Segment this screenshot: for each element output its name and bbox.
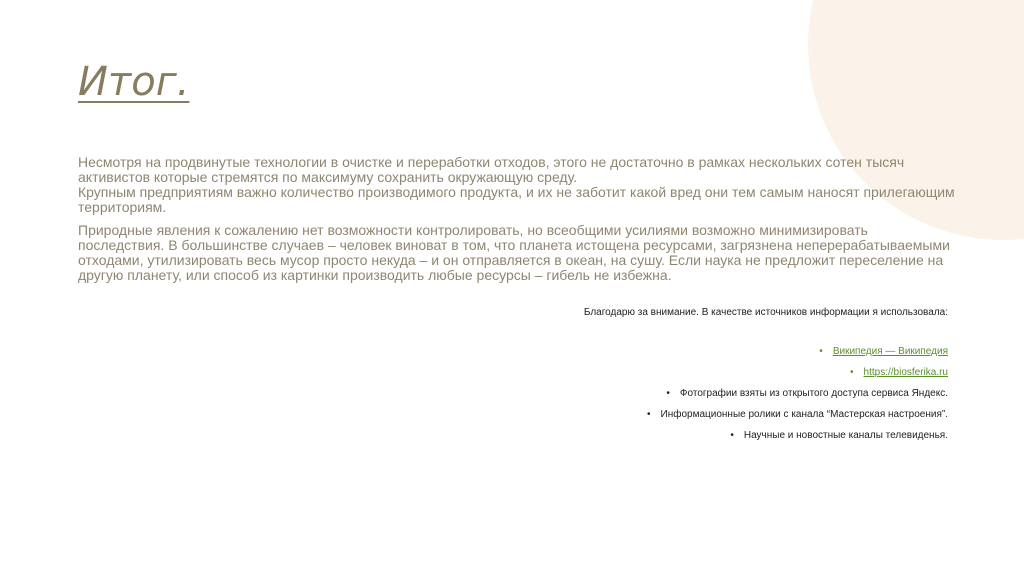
bullet-icon: • xyxy=(850,367,854,378)
paragraph-1-line-2: Крупным предприятиям важно количество производимого продукта, и их не заботит какой вред они тем самым наносят прилегающим территориям. xyxy=(78,184,955,215)
source-text-yandex-photos: Фотографии взяты из открытого доступа сервиса Яндекс. xyxy=(679,388,948,399)
bullet-icon: • xyxy=(730,430,734,441)
source-item-tv-channels xyxy=(540,430,948,442)
source-link-wikipedia[interactable]: Википедия — Википедия xyxy=(832,346,948,357)
bullet-icon: • xyxy=(819,346,823,357)
source-item-biosferika xyxy=(540,367,948,379)
source-item-videos xyxy=(540,409,948,421)
source-text-videos: Информационные ролики с канала “Мастерская настроения”. xyxy=(660,409,948,420)
source-link-biosferika[interactable]: https://biosferika.ru xyxy=(863,367,948,378)
source-item-wikipedia xyxy=(540,346,948,358)
bullet-icon: • xyxy=(647,409,651,420)
paragraph-1-line-1: Несмотря на продвинутые технологии в очистке и переработки отходов, этого не достаточно в рамках нескольких сотен тысяч активистов которые стремятся по максимуму сохранить окружающую среду. xyxy=(78,154,905,185)
thanks-text: Благодарю за внимание. В качестве источников информации я использовала: xyxy=(583,307,948,318)
paragraph-2: Природные явления к сожалению нет возможности контролировать, но всеобщими усилиями возможно минимизировать последствия. В большинстве случаев – человек виноват в том, что планета истощена ресурсами, загрязнена неперерабатываемыми отходами, утилизировать весь мусор просто некуда – и он отправляется в океан, на сушу. Если наука не предложит переселение на другую планету, или способ из картинки производить любые ресурсы – гибель не избежна. xyxy=(78,222,950,283)
sources-list xyxy=(540,346,948,451)
source-text-tv-channels: Научные и новостные каналы телевиденья. xyxy=(743,430,948,441)
body-text xyxy=(78,155,958,283)
slide-title: Итог. xyxy=(78,59,190,105)
source-item-yandex-photos xyxy=(540,388,948,400)
bullet-icon: • xyxy=(666,388,670,399)
